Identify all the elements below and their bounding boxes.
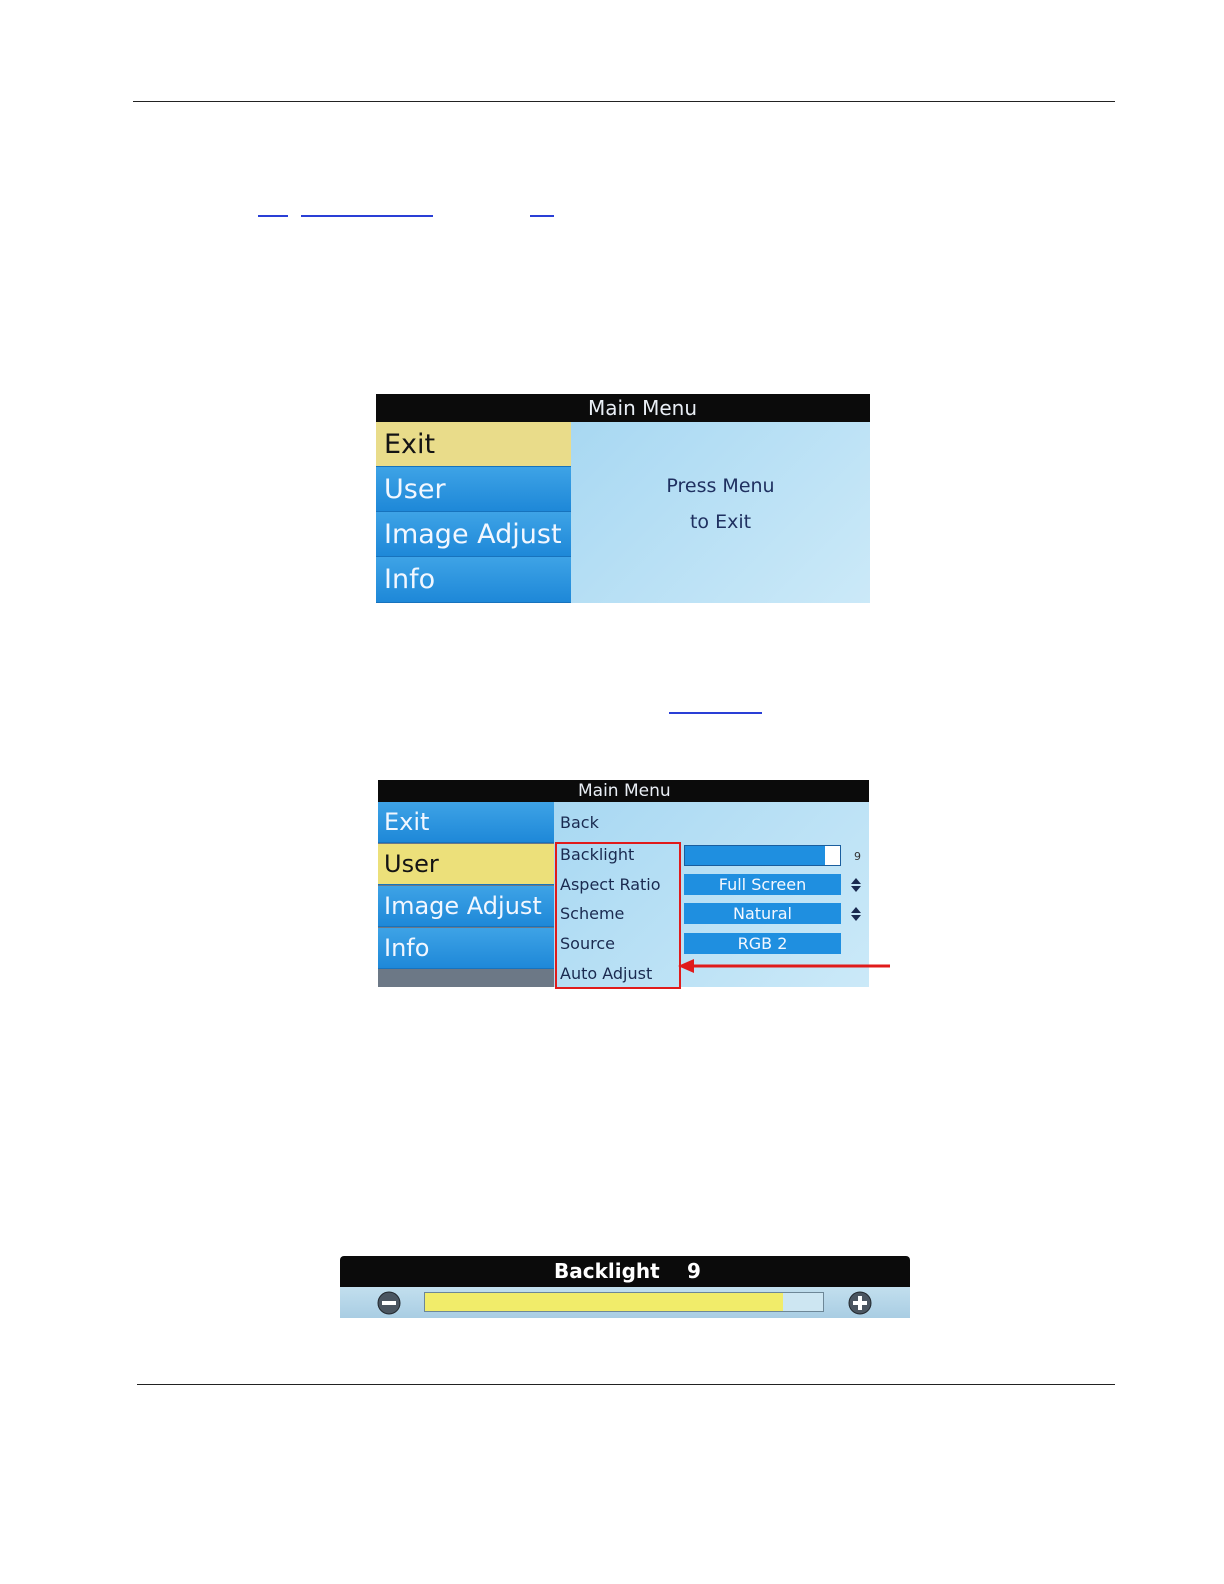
- submenu-aspect-ratio-label[interactable]: Aspect Ratio: [560, 875, 661, 894]
- scheme-value[interactable]: Natural: [684, 903, 841, 924]
- menu-item-info[interactable]: Info: [378, 928, 554, 969]
- minus-icon[interactable]: [377, 1291, 401, 1315]
- menu-item-exit[interactable]: Exit: [376, 422, 571, 467]
- osd-menu-list: [376, 422, 571, 603]
- submenu-source-label[interactable]: Source: [560, 934, 615, 953]
- red-arrow-icon: [678, 956, 892, 976]
- backlight-bar-fill: [685, 846, 825, 865]
- up-down-icon: [850, 878, 862, 892]
- header-rule: [133, 101, 1115, 102]
- backlight-title: Backlight: [554, 1259, 660, 1283]
- hyperlink-underline[interactable]: [530, 215, 554, 217]
- main-menu-screenshot-exit: [376, 394, 870, 603]
- osd-menu-list: [378, 802, 554, 987]
- submenu-backlight-label[interactable]: Backlight: [560, 845, 635, 864]
- menu-item-exit[interactable]: Exit: [378, 802, 554, 843]
- message-line: to Exit: [689, 511, 752, 533]
- submenu-back[interactable]: Back: [560, 813, 599, 832]
- backlight-title-bar: [340, 1256, 910, 1287]
- backlight-value: 9: [854, 850, 861, 863]
- menu-item-user[interactable]: User: [376, 467, 571, 512]
- footer-rule: [137, 1384, 1115, 1385]
- osd-title: Main Menu: [376, 394, 870, 422]
- backlight-bar[interactable]: [684, 845, 841, 866]
- menu-item-info[interactable]: Info: [376, 557, 571, 603]
- menu-item-user[interactable]: User: [378, 844, 554, 885]
- hyperlink-underline[interactable]: [301, 215, 433, 217]
- message-line: Press Menu: [666, 475, 775, 497]
- up-down-icon: [850, 907, 862, 921]
- slider-body: [340, 1287, 910, 1318]
- highlight-box: [555, 842, 681, 989]
- menu-item-image-adjust[interactable]: Image Adjust: [378, 886, 554, 927]
- backlight-slider-fill: [425, 1293, 783, 1311]
- osd-message-panel: [571, 422, 870, 603]
- backlight-value: 9: [687, 1259, 701, 1283]
- submenu-auto-adjust-label[interactable]: Auto Adjust: [560, 964, 653, 983]
- source-value[interactable]: RGB 2: [684, 933, 841, 954]
- hyperlink-underline[interactable]: [258, 215, 288, 217]
- aspect-ratio-value[interactable]: Full Screen: [684, 874, 841, 895]
- plus-icon[interactable]: [848, 1291, 872, 1315]
- backlight-slider-screenshot: [340, 1256, 910, 1318]
- menu-item-image-adjust[interactable]: Image Adjust: [376, 512, 571, 557]
- backlight-slider-track[interactable]: [424, 1292, 824, 1312]
- osd-title: Main Menu: [378, 780, 869, 802]
- submenu-scheme-label[interactable]: Scheme: [560, 904, 625, 923]
- hyperlink-underline[interactable]: [669, 712, 762, 714]
